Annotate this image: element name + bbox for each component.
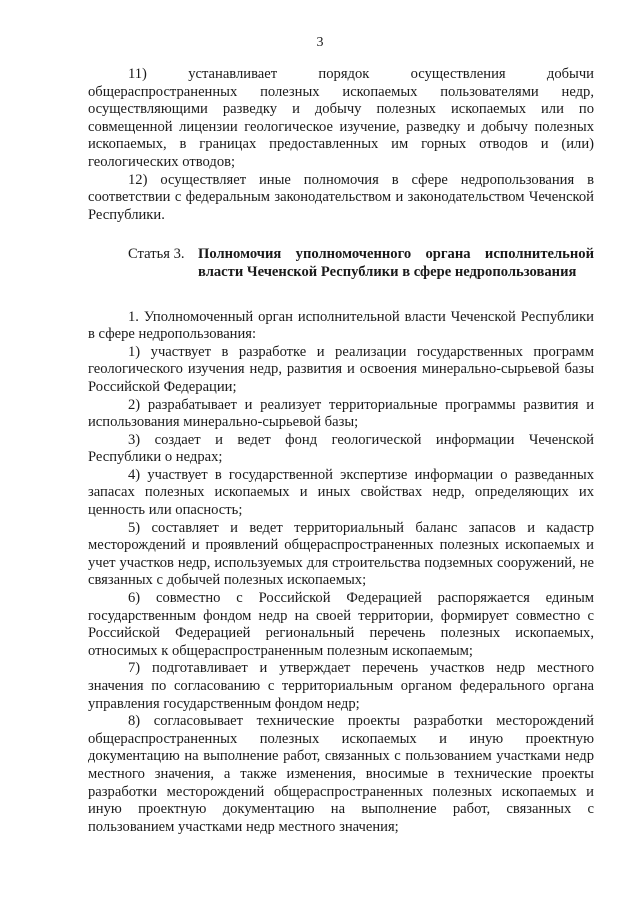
- paragraph-item-12: 12) осуществляет иные полномочия в сфере недропользования в соответствии с федеральным законодательством и законодательством Чеченской Республики.: [88, 171, 594, 223]
- paragraph-section-1: 1. Уполномоченный орган исполнительной власти Чеченской Республики в сфере недропользования:: [88, 308, 594, 343]
- paragraph-item-3: 3) создает и ведет фонд геологической информации Чеченской Республики о недрах;: [88, 431, 594, 466]
- paragraph-item-7: 7) подготавливает и утверждает перечень участков недр местного значения по согласованию с территориальным органом федерального органа управления государственным фондом недр;: [88, 660, 594, 712]
- paragraph-item-4: 4) участвует в государственной экспертизе информации о разведанных запасах полезных ископаемых и иных свойствах недр, определяющих их ценность или опасность;: [88, 466, 594, 519]
- paragraph-item-2: 2) разрабатывает и реализует территориальные программы развития и использования минерально-сырьевой базы;: [88, 396, 594, 431]
- article-heading: [88, 246, 594, 281]
- document-body: [88, 66, 594, 836]
- paragraph-item-1: 1) участвует в разработке и реализации государственных программ геологического изучения недр, развития и освоения минерально-сырьевой базы Российской Федерации;: [88, 343, 594, 395]
- paragraph-item-8: 8) согласовывает технические проекты разработки месторождений общераспространенных полезных ископаемых и иную проектную документацию на выполнение работ, связанных с пользованием участками недр местного значения, а также изменения, вносимые в технические проекты разработки месторождений общераспространенных полезных ископаемых и иную проектную документацию на выполнение работ, связанных с пользованием участками недр местного значения;: [88, 713, 594, 835]
- article-title: Полномочия уполномоченного органа исполнительной власти Чеченской Республики в сфере недропользования: [198, 246, 594, 280]
- paragraph-item-5: 5) составляет и ведет территориальный баланс запасов и кадастр месторождений и проявлений общераспространенных полезных ископаемых и учет участков недр, используемых для строительства подземных сооружений, не связанных с добычей полезных ископаемых;: [88, 519, 594, 589]
- paragraph-item-11: 11) устанавливает порядок осуществления добычи общераспространенных полезных ископаемых пользователями недр, осуществляющими разведку и добычу полезных ископаемых или по совмещенной лицензии геологическое изучение, разведку и добычу полезных ископаемых, в границах предоставленных им горных отводов и (или) геологических отводов;: [88, 66, 594, 170]
- article-label: Статья 3.: [128, 246, 185, 263]
- page-number: 3: [316, 35, 324, 50]
- paragraph-item-6: 6) совместно с Российской Федерацией распоряжается единым государственным фондом недр на своей территории, формирует совместно с Российской Федерацией региональный перечень полезных ископаемых, относимых к общераспространенным полезным ископаемым;: [88, 590, 594, 659]
